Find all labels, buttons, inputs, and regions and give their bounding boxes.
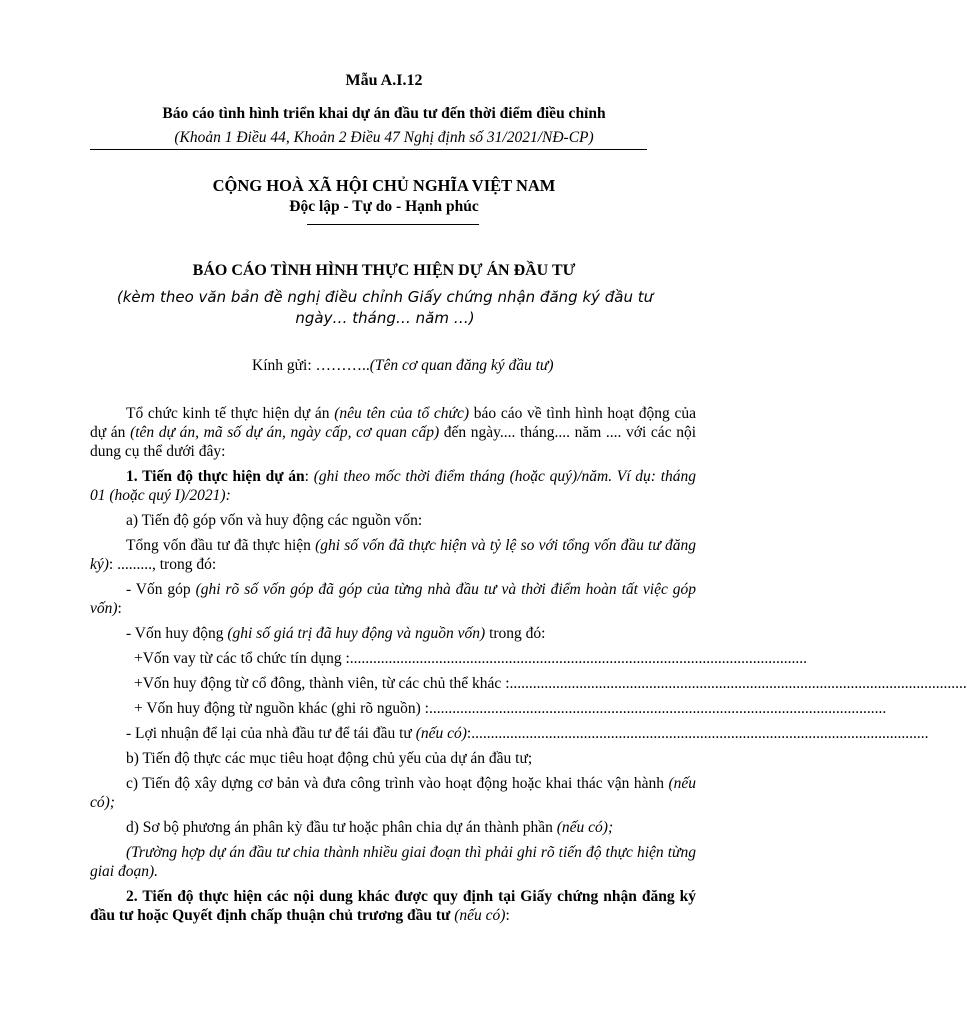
motto-underline [307,224,479,225]
intro-text-3: đến ngày.... tháng.... năm .... với các nội dung cụ thể dưới đây: [90,424,697,460]
national-motto: Độc lập - Tự do - Hạnh phúc [289,198,479,215]
total-note: (ghi số vốn đã thực hiện và tỷ lệ so với tổng vốn đầu tư đăng ký) [90,537,696,573]
mobil-text-2: trong đó: [485,625,546,642]
item-b: b) Tiến độ thực các mục tiêu hoạt động chủ yếu của dự án đầu tư; [126,750,533,767]
section-1-heading: 1. Tiến độ thực hiện dự án [126,468,305,485]
mobilized-capital [90,624,696,643]
header-divider [90,149,647,150]
contrib-text-1: - Vốn góp [126,581,196,598]
report-subtitle: (kèm theo văn bản đề nghị điều chỉnh Giấy chứng nhận đăng ký đầu tư ngày… tháng… năm …) [116,288,654,327]
intro-text-2: báo cáo về tình hình hoạt động của dự án [90,405,696,441]
item-d [90,818,696,837]
section-2-heading: 2. Tiến độ thực hiện các nội dung khác được quy định tại Giấy chứng nhận đăng ký đầu tư hoặc Quyết định chấp thuận chủ trương đầu tư [90,888,696,924]
item-c-text: c) Tiến độ xây dựng cơ bản và đưa công trình vào hoạt động hoặc khai thác vận hành [126,775,669,792]
profit-dots: ...................................................................................................................... [471,725,929,742]
profit-label [126,724,471,743]
mobil-text-1: - Vốn huy động [126,625,228,642]
total-capital [90,536,696,574]
intro-note-2: (tên dự án, mã số dự án, ngày cấp, cơ quan cấp) [130,424,440,441]
mobil-note: (ghi số giá trị đã huy động và nguồn vốn) [227,625,486,642]
intro-text-1: Tổ chức kinh tế thực hiện dự án [126,405,335,422]
section-2 [90,887,696,925]
national-name: CỘNG HOÀ XÃ HỘI CHỦ NGHĨA VIỆT NAM [212,176,556,195]
loan-line-credit [90,649,808,668]
loan-other-label: + Vốn huy động từ nguồn khác (ghi rõ nguồn) : [134,700,429,717]
loan-other-dots: ...................................................................................................................... [428,700,887,717]
retained-profit [90,724,929,743]
profit-text-1: - Lợi nhuận để lại của nhà đầu tư để tái đầu tư [126,725,416,742]
item-d-text: d) Sơ bộ phương án phân kỳ đầu tư hoặc phân chia dự án thành phần [126,819,557,836]
item-d-note: (nếu có); [556,819,614,836]
section-1 [90,467,696,505]
form-code: Mẫu A.I.12 [345,72,423,89]
recipient-value: (Tên cơ quan đăng ký đầu tư) [369,357,554,374]
recipient-label: Kính gửi: ……….. [252,357,370,374]
report-title: BÁO CÁO TÌNH HÌNH THỰC HIỆN DỰ ÁN ĐẦU TƯ [192,262,576,279]
total-text-1: Tổng vốn đầu tư đã thực hiện [126,537,316,554]
recipient-line [252,357,554,375]
contrib-note: (ghi rõ số vốn góp đã góp của từng nhà đầu tư và thời điểm hoàn tất việc góp vốn) [90,581,697,617]
contrib-text-2: : [117,600,122,617]
intro-paragraph [90,404,696,461]
section-1-note: (ghi theo mốc thời điểm tháng (hoặc quý)/năm. Ví dụ: tháng 01 (hoặc quý I)/2021): [90,468,697,504]
intro-note-1: (nêu tên của tổ chức) [334,405,470,422]
total-text-2: : ........., trong đó: [108,556,217,573]
loan-shareholder-dots: ...................................................................................................................... [509,675,967,692]
item-c-note: (nếu có); [90,775,696,811]
item-a: a) Tiến độ góp vốn và huy động các nguồn vốn: [126,512,423,529]
section-2-colon: : [505,907,510,924]
profit-note: (nếu có) [415,725,467,742]
loan-shareholder-label: +Vốn huy động từ cổ đông, thành viên, từ các chủ thể khác : [134,675,510,692]
item-c [90,774,696,812]
contributed-capital [90,580,696,618]
section-1-colon: : [304,468,314,485]
loan-credit-dots: ...................................................................................................................... [349,650,808,667]
phase-note: (Trường hợp dự án đầu tư chia thành nhiều giai đoạn thì phải ghi rõ tiến độ thực hiện từng giai đoạn). [90,844,696,880]
loan-line-other [90,699,887,718]
loan-credit-label: +Vốn vay từ các tổ chức tín dụng : [134,650,350,667]
section-2-note: (nếu có) [450,907,506,924]
loan-line-shareholders [90,674,967,693]
profit-text-2: : [466,725,472,742]
report-body [90,404,967,931]
form-title: Báo cáo tình hình triển khai dự án đầu tư đến thời điểm điều chỉnh [162,105,606,122]
form-legal-basis: (Khoản 1 Điều 44, Khoản 2 Điều 47 Nghị định số 31/2021/NĐ-CP) [174,129,594,146]
